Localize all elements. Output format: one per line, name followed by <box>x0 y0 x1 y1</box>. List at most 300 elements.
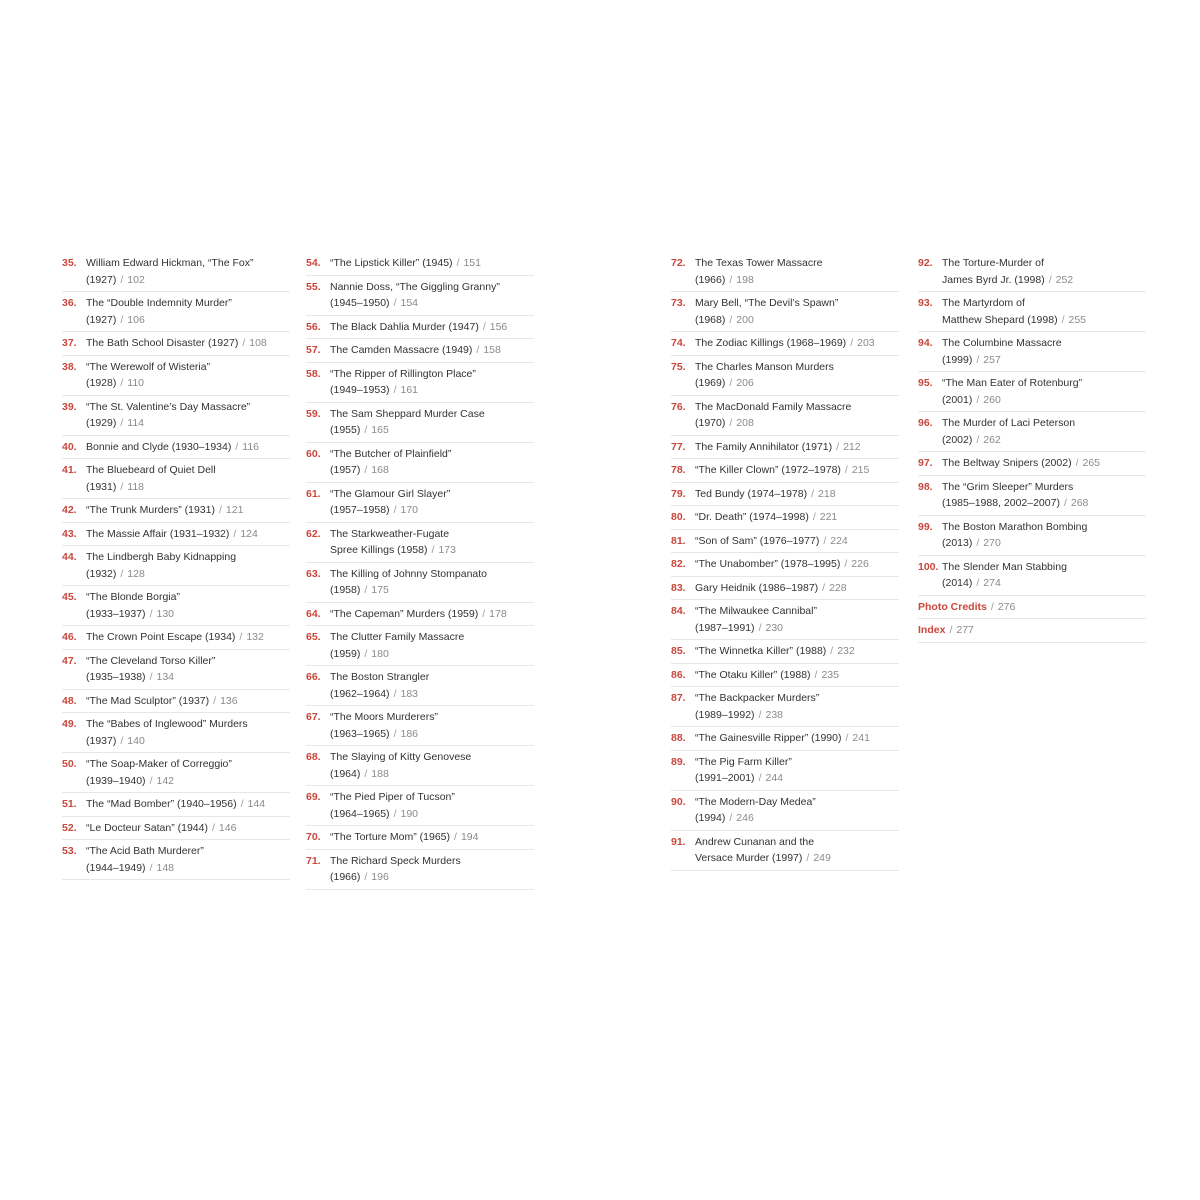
slash-separator: / <box>211 821 215 834</box>
toc-entry <box>306 746 534 786</box>
entry-body <box>695 834 899 867</box>
entry-number: 41. <box>62 464 77 476</box>
toc-entry <box>671 831 899 871</box>
slash-separator: / <box>758 708 762 721</box>
entry-page-number: 178 <box>489 607 507 620</box>
entry-title-tail: (1949–1953) <box>330 384 390 396</box>
slash-separator: / <box>758 772 762 784</box>
entry-title-tail: “Son of Sam” (1976–1977) <box>695 534 820 547</box>
entry-number: 95. <box>918 377 933 389</box>
toc-entry <box>671 530 899 554</box>
toc-entry <box>918 452 1146 476</box>
entry-page-number: 121 <box>225 504 244 516</box>
entry-number: 98. <box>918 480 933 493</box>
entry-page-number: 230 <box>765 621 784 634</box>
entry-title-tail: (1933–1937) <box>86 607 146 620</box>
entry-page-number: 198 <box>736 273 754 286</box>
toc-entry <box>918 412 1146 452</box>
entry-body <box>86 462 290 495</box>
entry-title-line: Andrew Cunanan and the <box>695 835 815 848</box>
entry-page-number: 221 <box>819 511 838 523</box>
entry-body <box>330 319 534 336</box>
entry-page-number: 154 <box>400 297 419 309</box>
entry-page-number: 206 <box>736 377 754 389</box>
entry-number: 74. <box>671 337 686 349</box>
slash-separator: / <box>233 527 237 540</box>
slash-separator: / <box>976 577 980 589</box>
entry-page-number: 186 <box>400 727 419 740</box>
entry-title-tail: (1962–1964) <box>330 687 390 700</box>
slash-separator: / <box>976 353 980 366</box>
entry-number: 66. <box>306 671 321 683</box>
entry-title-line: “The Pied Piper of Tucson” <box>330 791 455 803</box>
entry-number: 84. <box>671 605 686 617</box>
slash-separator: / <box>812 511 816 523</box>
entry-title-line: The Richard Speck Murders <box>330 854 461 867</box>
entry-number: 65. <box>306 631 321 643</box>
entry-number: 91. <box>671 835 686 848</box>
entry-page-number: 183 <box>400 687 419 700</box>
entry-title-tail: “Le Docteur Satan” (1944) <box>86 821 208 834</box>
toc-column-2 <box>306 252 534 890</box>
entry-body <box>86 399 290 432</box>
entry-title-tail: (1964–1965) <box>330 807 390 820</box>
entry-body <box>330 709 534 742</box>
slash-separator: / <box>454 831 457 843</box>
entry-body <box>942 519 1146 552</box>
entry-page-number: 265 <box>1082 457 1101 469</box>
entry-number: 58. <box>306 367 321 380</box>
entry-title-tail: The Crown Point Escape (1934) <box>86 631 236 643</box>
entry-number: 69. <box>306 791 321 803</box>
slash-separator: / <box>482 320 486 333</box>
entry-title-tail: (1957–1958) <box>330 504 390 516</box>
entry-number: 92. <box>918 257 933 269</box>
slash-separator: / <box>976 433 980 446</box>
slash-separator: / <box>729 313 733 326</box>
toc-entry <box>62 753 290 793</box>
entry-body <box>330 342 534 359</box>
entry-number: 37. <box>62 337 77 349</box>
entry-body <box>330 749 534 782</box>
entry-page-number: 238 <box>765 708 784 721</box>
slash-separator: / <box>476 344 480 356</box>
toc-entry <box>671 252 899 292</box>
slash-separator: / <box>758 621 762 634</box>
entry-number: 47. <box>62 654 77 667</box>
toc-column-1 <box>62 252 290 880</box>
entry-body <box>330 526 534 559</box>
entry-number: 96. <box>918 417 933 429</box>
slash-separator: / <box>1061 313 1065 326</box>
slash-separator: / <box>393 807 397 820</box>
slash-separator: / <box>149 774 153 787</box>
slash-separator: / <box>120 567 124 580</box>
toc-entry <box>306 339 534 363</box>
entry-title-tail: “The Winnetka Killer” (1988) <box>695 645 827 657</box>
entry-page-number: 124 <box>240 527 258 540</box>
entry-title-tail: (2002) <box>942 433 973 446</box>
entry-body <box>330 829 534 846</box>
entry-title-tail: (1966) <box>695 273 726 286</box>
slash-separator: / <box>850 337 854 349</box>
entry-number: 83. <box>671 581 686 594</box>
entry-number: 42. <box>62 504 77 516</box>
entry-title-tail: The Bath School Disaster (1927) <box>86 337 239 349</box>
entry-number: 59. <box>306 407 321 420</box>
slash-separator: / <box>120 377 124 389</box>
entry-body <box>86 653 290 686</box>
entry-body <box>330 629 534 662</box>
entry-number: 43. <box>62 527 77 540</box>
toc-entry <box>306 626 534 666</box>
entry-number: 77. <box>671 440 686 453</box>
entry-title-tail: (1987–1991) <box>695 621 755 634</box>
entry-number: 35. <box>62 257 77 269</box>
entry-page-number: 168 <box>371 464 389 476</box>
slash-separator: / <box>393 384 397 396</box>
slash-separator: / <box>120 313 124 326</box>
entry-title-tail: (1999) <box>942 353 973 366</box>
entry-title-tail: The Family Annihilator (1971) <box>695 440 833 453</box>
entry-number: 78. <box>671 464 686 476</box>
entry-number: 76. <box>671 400 686 413</box>
toc-entry <box>671 292 899 332</box>
entry-title-tail: “The Killer Clown” (1972–1978) <box>695 464 841 476</box>
entry-page-number: 134 <box>156 671 175 683</box>
slash-separator: / <box>976 393 980 406</box>
slash-separator: / <box>990 600 994 613</box>
entry-number: 67. <box>306 711 321 723</box>
entry-body <box>695 603 899 636</box>
entry-title-tail: (1932) <box>86 567 117 580</box>
slash-separator: / <box>364 871 368 883</box>
slash-separator: / <box>149 607 153 620</box>
entry-title-line: “The Blonde Borgia” <box>86 591 180 603</box>
entry-title-line: “The Glamour Girl Slayer” <box>330 487 451 500</box>
entry-title-tail: Index <box>918 624 946 636</box>
entry-title-tail: “The Torture Mom” (1965) <box>330 831 451 843</box>
entry-page-number: 165 <box>371 424 389 436</box>
entry-title-tail: (1969) <box>695 377 726 389</box>
entry-title-tail: (1985–1988, 2002–2007) <box>942 497 1060 509</box>
entry-number: 81. <box>671 534 686 547</box>
entry-title-line: The Slaying of Kitty Genovese <box>330 751 472 763</box>
toc-entry <box>62 840 290 880</box>
entry-body <box>695 754 899 787</box>
entry-title-tail: (1959) <box>330 647 361 660</box>
entry-body <box>86 255 290 288</box>
entry-title-tail: The Massie Affair (1931–1932) <box>86 527 230 540</box>
entry-number: 86. <box>671 668 686 681</box>
entry-title-line: The Boston Marathon Bombing <box>942 520 1088 533</box>
slash-separator: / <box>393 297 397 309</box>
toc-entry <box>62 332 290 356</box>
entry-number: 49. <box>62 718 77 730</box>
toc-entry <box>918 332 1146 372</box>
slash-separator: / <box>806 852 810 864</box>
entry-body <box>86 439 290 456</box>
entry-title-line: “The Pig Farm Killer” <box>695 755 792 768</box>
toc-entry <box>671 332 899 356</box>
toc-entry <box>671 396 899 436</box>
slash-separator: / <box>149 671 153 683</box>
entry-number: 50. <box>62 758 77 770</box>
entry-body <box>942 255 1146 288</box>
entry-title-tail: The Camden Massacre (1949) <box>330 344 473 356</box>
toc-entry <box>62 436 290 460</box>
entry-body <box>695 399 899 432</box>
entry-page-number: 136 <box>220 694 238 707</box>
entry-title-tail: “The Unabomber” (1978–1995) <box>695 558 841 570</box>
toc-entry <box>62 499 290 523</box>
entry-title-tail: Gary Heidnik (1986–1987) <box>695 581 819 594</box>
toc-entry <box>306 523 534 563</box>
entry-page-number: 130 <box>156 607 175 620</box>
toc-entry <box>671 751 899 791</box>
entry-page-number: 244 <box>765 772 784 784</box>
entry-title-line: The Murder of Laci Peterson <box>942 417 1076 429</box>
entry-title-tail: (1929) <box>86 417 117 429</box>
slash-separator: / <box>364 464 368 476</box>
entry-title-line: The Martyrdom of <box>942 297 1025 309</box>
toc-entry <box>671 577 899 601</box>
entry-page-number: 151 <box>463 257 481 269</box>
toc-entry <box>306 563 534 603</box>
entry-title-tail: (1989–1992) <box>695 708 755 721</box>
entry-title-tail: (1968) <box>695 313 726 326</box>
entry-body <box>330 853 534 886</box>
slash-separator: / <box>1063 497 1067 509</box>
entry-body <box>695 580 899 597</box>
entry-title-line: The Texas Tower Massacre <box>695 257 823 269</box>
entry-number: 53. <box>62 845 77 857</box>
entry-page-number: 156 <box>489 320 508 333</box>
entry-body <box>86 295 290 328</box>
entry-title-tail: (1966) <box>330 871 361 883</box>
entry-title-tail: “The Mad Sculptor” (1937) <box>86 694 210 707</box>
entry-body <box>330 446 534 479</box>
entry-title-line: The Charles Manson Murders <box>695 360 834 373</box>
toc-entry <box>671 483 899 507</box>
entry-body <box>86 843 290 876</box>
toc-entry <box>306 403 534 443</box>
slash-separator: / <box>814 668 818 681</box>
entry-title-tail: (1991–2001) <box>695 772 755 784</box>
entry-number: 61. <box>306 487 321 500</box>
toc-entry <box>918 372 1146 412</box>
entry-number: 54. <box>306 257 321 269</box>
entry-number: 60. <box>306 447 321 460</box>
entry-title-line: The “Babes of Inglewood” Murders <box>86 718 248 730</box>
toc-entry <box>671 687 899 727</box>
entry-number: 44. <box>62 551 77 563</box>
slash-separator: / <box>120 417 124 429</box>
entry-page-number: 116 <box>242 440 260 453</box>
entry-body <box>695 509 899 526</box>
slash-separator: / <box>364 424 368 436</box>
entry-page-number: 128 <box>127 567 145 580</box>
entry-page-number: 246 <box>736 812 754 824</box>
entry-page-number: 175 <box>371 584 389 596</box>
entry-body <box>942 479 1146 512</box>
entry-page-number: 132 <box>246 631 264 643</box>
entry-page-number: 173 <box>438 544 456 556</box>
entry-body <box>695 462 899 479</box>
entry-number: 93. <box>918 297 933 309</box>
entry-page-number: 142 <box>156 774 175 787</box>
entry-number: 82. <box>671 558 686 570</box>
entry-number: 88. <box>671 732 686 744</box>
entry-page-number: 200 <box>736 313 754 326</box>
entry-title-tail: The Beltway Snipers (2002) <box>942 457 1072 469</box>
entry-title-line: “The Werewolf of Wisteria” <box>86 360 211 373</box>
entry-number: 64. <box>306 607 321 620</box>
entry-title-tail: (1945–1950) <box>330 297 390 309</box>
entry-number: 70. <box>306 831 321 843</box>
entry-page-number: 232 <box>837 645 855 657</box>
toc-entry <box>671 436 899 460</box>
toc-entry <box>671 506 899 530</box>
entry-page-number: 212 <box>843 440 861 453</box>
entry-title-tail: (1927) <box>86 273 117 286</box>
entry-number: 57. <box>306 344 321 356</box>
entry-body <box>330 486 534 519</box>
entry-title-line: The “Double Indemnity Murder” <box>86 297 232 309</box>
entry-page-number: 180 <box>371 647 389 660</box>
entry-body <box>86 693 290 710</box>
entry-page-number: 262 <box>983 433 1001 446</box>
slash-separator: / <box>431 544 435 556</box>
slash-separator: / <box>482 607 486 620</box>
entry-body <box>942 295 1146 328</box>
entry-body <box>330 279 534 312</box>
entry-title-tail: (1955) <box>330 424 361 436</box>
slash-separator: / <box>1075 457 1079 469</box>
toc-entry <box>62 523 290 547</box>
toc-entry <box>671 664 899 688</box>
entry-title-line: The Slender Man Stabbing <box>942 560 1067 573</box>
toc-entry <box>306 363 534 403</box>
entry-title-tail: Bonnie and Clyde (1930–1934) <box>86 440 232 453</box>
slash-separator: / <box>949 624 953 636</box>
entry-page-number: 106 <box>127 313 145 326</box>
entry-title-tail: (1944–1949) <box>86 861 146 874</box>
toc-entry <box>306 850 534 890</box>
entry-body <box>695 667 899 684</box>
entry-title-line: The Boston Strangler <box>330 671 430 683</box>
entry-number: 68. <box>306 751 321 763</box>
toc-entry <box>62 690 290 714</box>
slash-separator: / <box>811 487 815 500</box>
toc-entry <box>62 252 290 292</box>
slash-separator: / <box>729 417 733 429</box>
entry-page-number: 249 <box>813 852 831 864</box>
entry-body <box>330 406 534 439</box>
entry-title-tail: (1927) <box>86 313 117 326</box>
entry-body <box>86 502 290 519</box>
toc-entry <box>62 650 290 690</box>
entry-title-tail: Matthew Shepard (1998) <box>942 313 1058 326</box>
entry-title-tail: (1958) <box>330 584 361 596</box>
entry-body <box>942 335 1146 368</box>
entry-page-number: 203 <box>857 337 875 349</box>
entry-number: 38. <box>62 360 77 373</box>
entry-body <box>695 794 899 827</box>
entry-page-number: 255 <box>1068 313 1087 326</box>
entry-body <box>86 526 290 543</box>
entry-number: 90. <box>671 795 686 808</box>
entry-number: 39. <box>62 400 77 413</box>
entry-title-tail: (1963–1965) <box>330 727 390 740</box>
entry-title-line: Mary Bell, “The Devil’s Spawn” <box>695 297 839 309</box>
entry-title-line: “The Modern-Day Medea” <box>695 795 816 808</box>
toc-entry <box>671 459 899 483</box>
toc-entry <box>306 666 534 706</box>
slash-separator: / <box>242 337 246 349</box>
entry-page-number: 188 <box>371 767 389 780</box>
entry-number: 56. <box>306 320 321 333</box>
entry-title-tail: The “Mad Bomber” (1940–1956) <box>86 798 237 810</box>
toc-entry <box>918 252 1146 292</box>
toc-column-4 <box>918 252 1146 643</box>
slash-separator: / <box>836 440 840 453</box>
toc-entry <box>306 252 534 276</box>
entry-title-tail: Ted Bundy (1974–1978) <box>695 487 808 500</box>
entry-page-number: 270 <box>983 537 1001 549</box>
entry-title-line: The “Grim Sleeper” Murders <box>942 480 1074 493</box>
entry-number: 71. <box>306 854 321 867</box>
entry-page-number: 148 <box>156 861 175 874</box>
entry-title-line: “The Acid Bath Murderer” <box>86 845 204 857</box>
entry-title-tail: (1964) <box>330 767 361 780</box>
entry-title-line: “The Moors Murderers” <box>330 711 438 723</box>
slash-separator: / <box>240 798 244 810</box>
entry-body <box>86 359 290 392</box>
toc-entry <box>306 483 534 523</box>
toc-entry <box>62 292 290 332</box>
entry-page-number: 276 <box>997 600 1016 613</box>
entry-body <box>330 566 534 599</box>
entry-title-tail: Spree Killings (1958) <box>330 544 428 556</box>
entry-page-number: 218 <box>818 487 836 500</box>
entry-title-line: Nannie Doss, “The Giggling Granny” <box>330 280 500 293</box>
entry-title-line: The Lindbergh Baby Kidnapping <box>86 551 237 563</box>
entry-title-tail: (2014) <box>942 577 973 589</box>
entry-title-tail: “Dr. Death” (1974–1998) <box>695 511 809 523</box>
entry-page-number: 161 <box>400 384 419 396</box>
entry-body <box>942 559 1146 592</box>
slash-separator: / <box>844 464 848 476</box>
entry-number: 36. <box>62 297 77 309</box>
entry-body <box>86 335 290 352</box>
toc-entry <box>306 316 534 340</box>
toc-entry <box>62 626 290 650</box>
slash-separator: / <box>364 647 368 660</box>
entry-number: 62. <box>306 527 321 540</box>
entry-title-tail: “The Gainesville Ripper” (1990) <box>695 732 842 744</box>
toc-entry <box>306 706 534 746</box>
toc-entry <box>62 713 290 753</box>
entry-number: 46. <box>62 631 77 643</box>
entry-page-number: 190 <box>400 807 419 820</box>
toc-entry <box>671 553 899 577</box>
entry-page-number: 235 <box>821 668 839 681</box>
entry-number: 99. <box>918 520 933 533</box>
entry-body <box>86 820 290 837</box>
slash-separator: / <box>120 480 124 493</box>
entry-number: 89. <box>671 755 686 768</box>
